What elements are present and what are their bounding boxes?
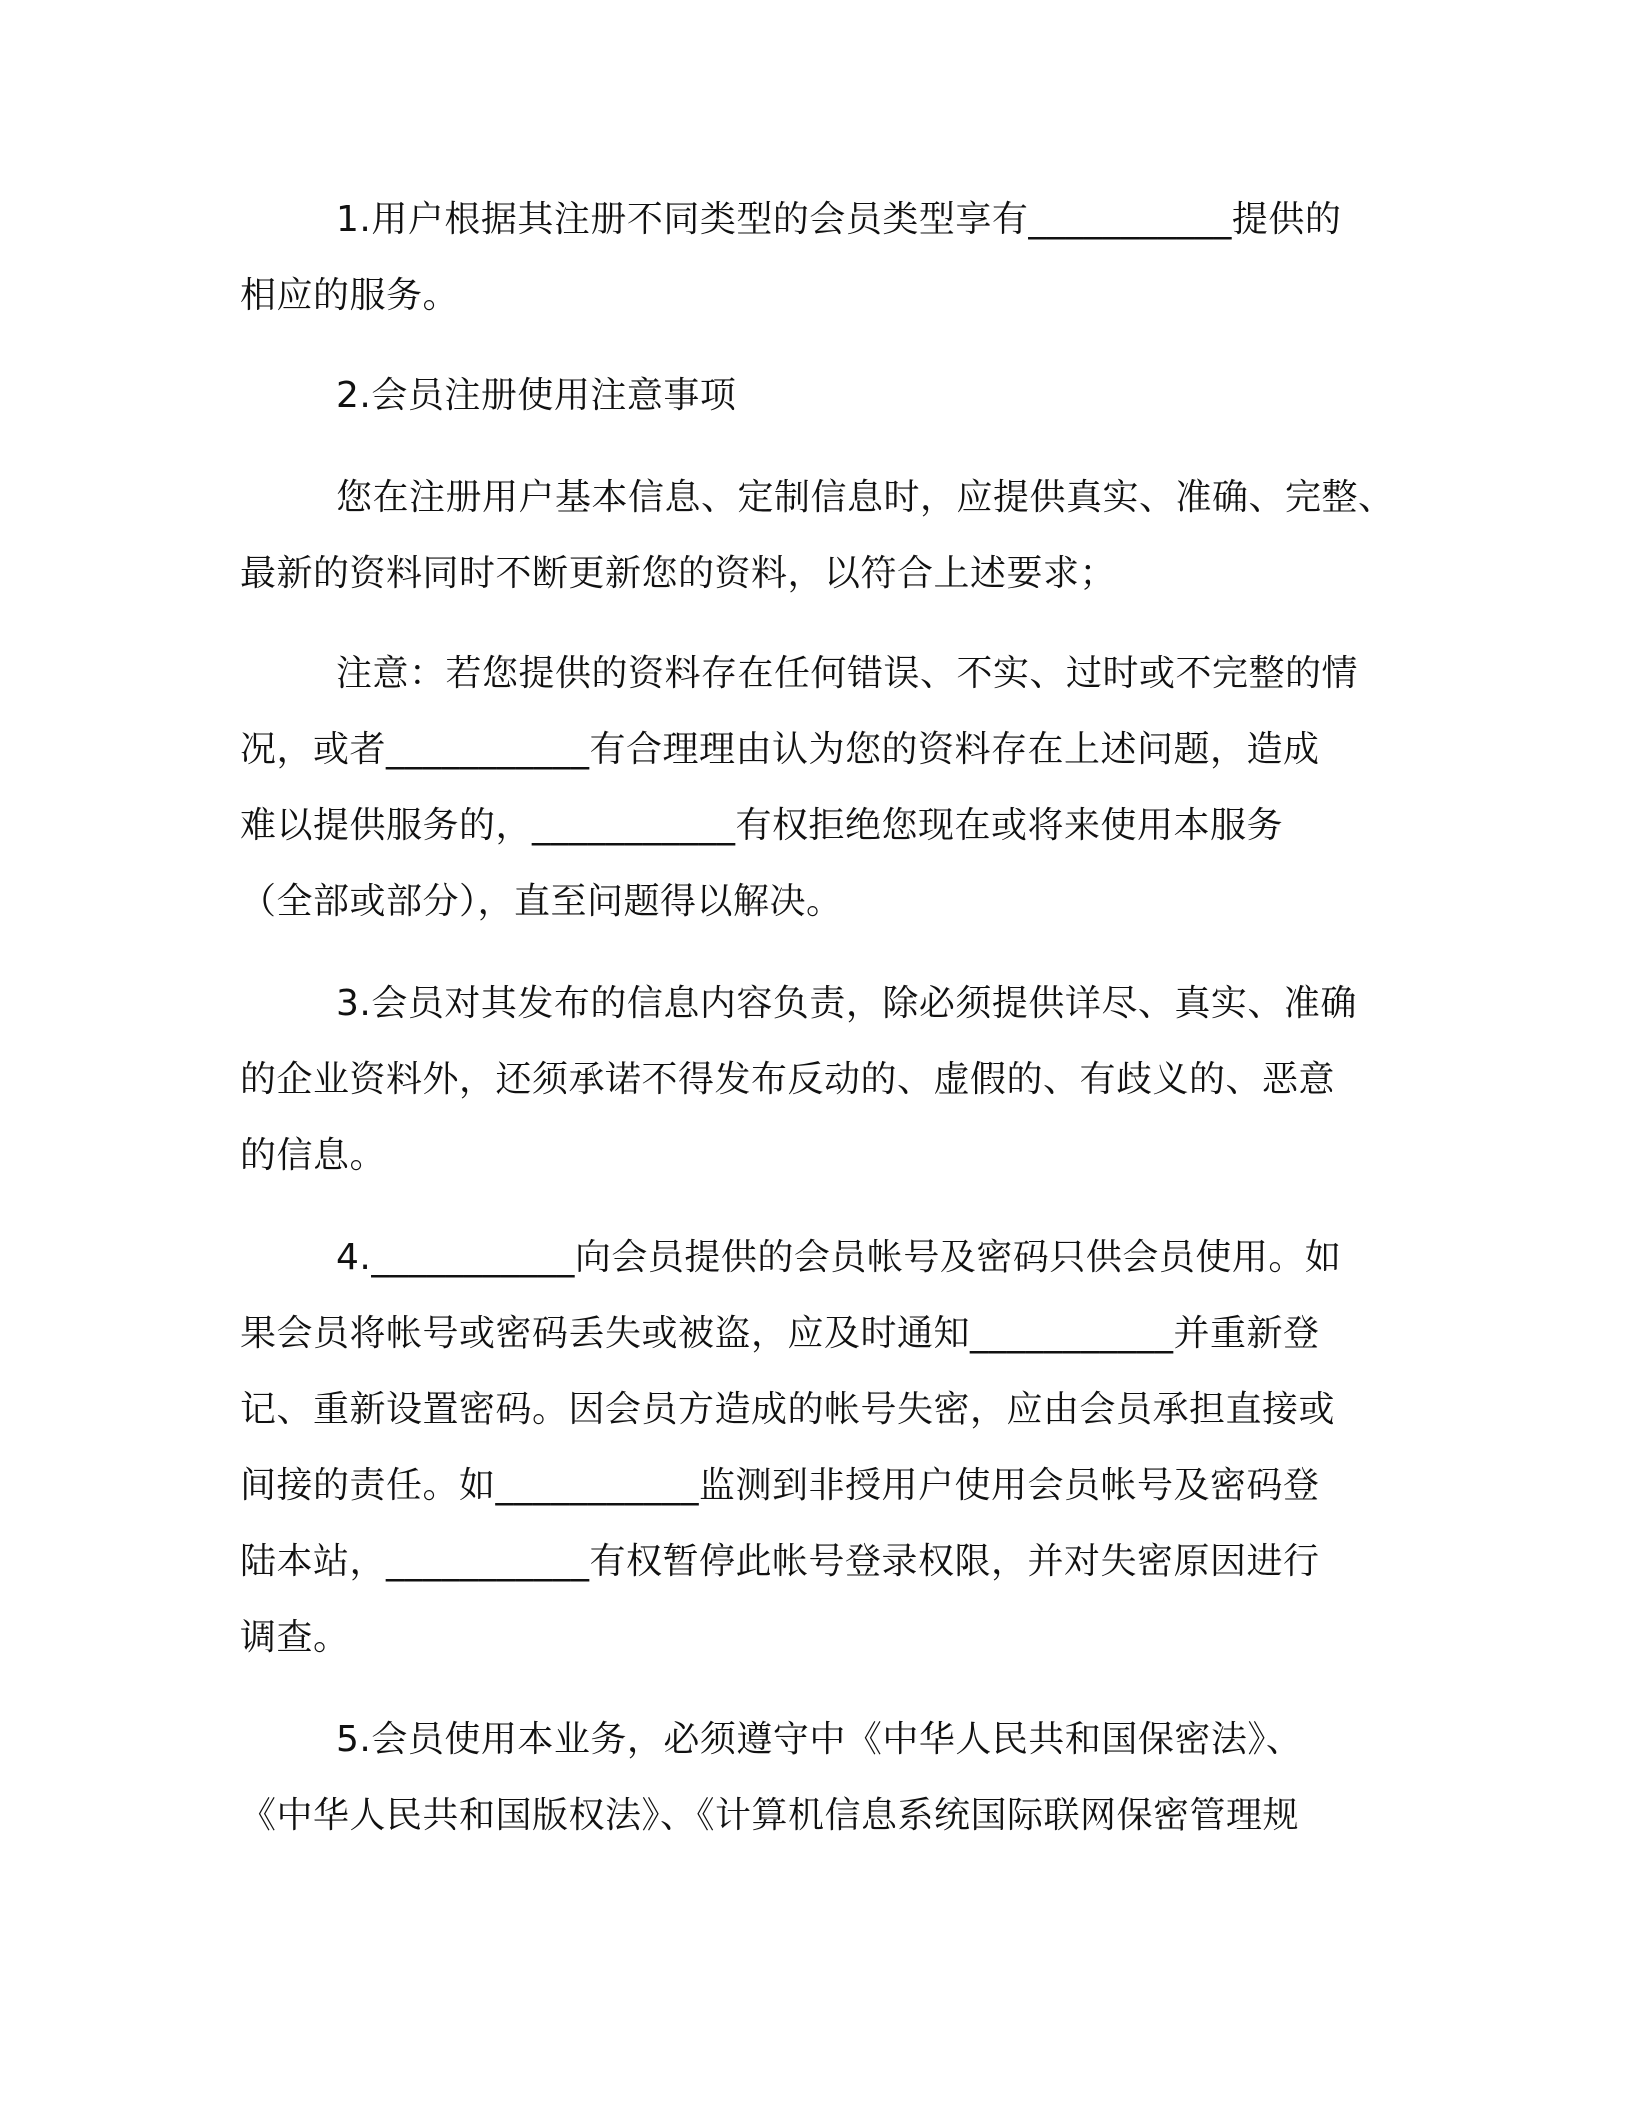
text-line: 4.___________向会员提供的会员帐号及密码只供会员使用。如 (336, 1237, 1342, 1278)
text-line: 您在注册用户基本信息、定制信息时，应提供真实、准确、完整、 (336, 477, 1395, 518)
text-line: 的企业资料外，还须承诺不得发布反动的、虚假的、有歧义的、恶意 (240, 1059, 1336, 1100)
text-line: 调查。 (240, 1617, 350, 1658)
text-line: （全部或部分），直至问题得以解决。 (240, 881, 843, 922)
text-line: 3.会员对其发布的信息内容负责，除必须提供详尽、真实、准确 (336, 983, 1357, 1024)
section-heading: 2.会员注册使用注意事项 (336, 375, 737, 416)
text-line: 注意：若您提供的资料存在任何错误、不实、过时或不完整的情 (336, 653, 1359, 694)
text-line: 记、重新设置密码。因会员方造成的帐号失密，应由会员承担直接或 (240, 1389, 1336, 1430)
text-line: 相应的服务。 (240, 275, 460, 316)
text-line: 陆本站，___________有权暂停此帐号登录权限，并对失密原因进行 (240, 1541, 1320, 1582)
text-line: 《中华人民共和国版权法》、《计算机信息系统国际联网保密管理规 (240, 1795, 1300, 1836)
text-line: 5.会员使用本业务，必须遵守中《中华人民共和国保密法》、 (336, 1719, 1303, 1760)
text-line: 的信息。 (240, 1135, 387, 1176)
text-line: 最新的资料同时不断更新您的资料，以符合上述要求； (240, 553, 1117, 594)
text-line: 间接的责任。如___________监测到非授用户使用会员帐号及密码登 (240, 1465, 1320, 1506)
text-line: 1.用户根据其注册不同类型的会员类型享有___________提供的 (336, 199, 1342, 240)
text-line: 难以提供服务的，___________有权拒绝您现在或将来使用本服务 (240, 805, 1284, 846)
text-line: 况，或者___________有合理理由认为您的资料存在上述问题，造成 (240, 729, 1320, 770)
text-line: 果会员将帐号或密码丢失或被盗，应及时通知___________并重新登 (240, 1313, 1320, 1354)
